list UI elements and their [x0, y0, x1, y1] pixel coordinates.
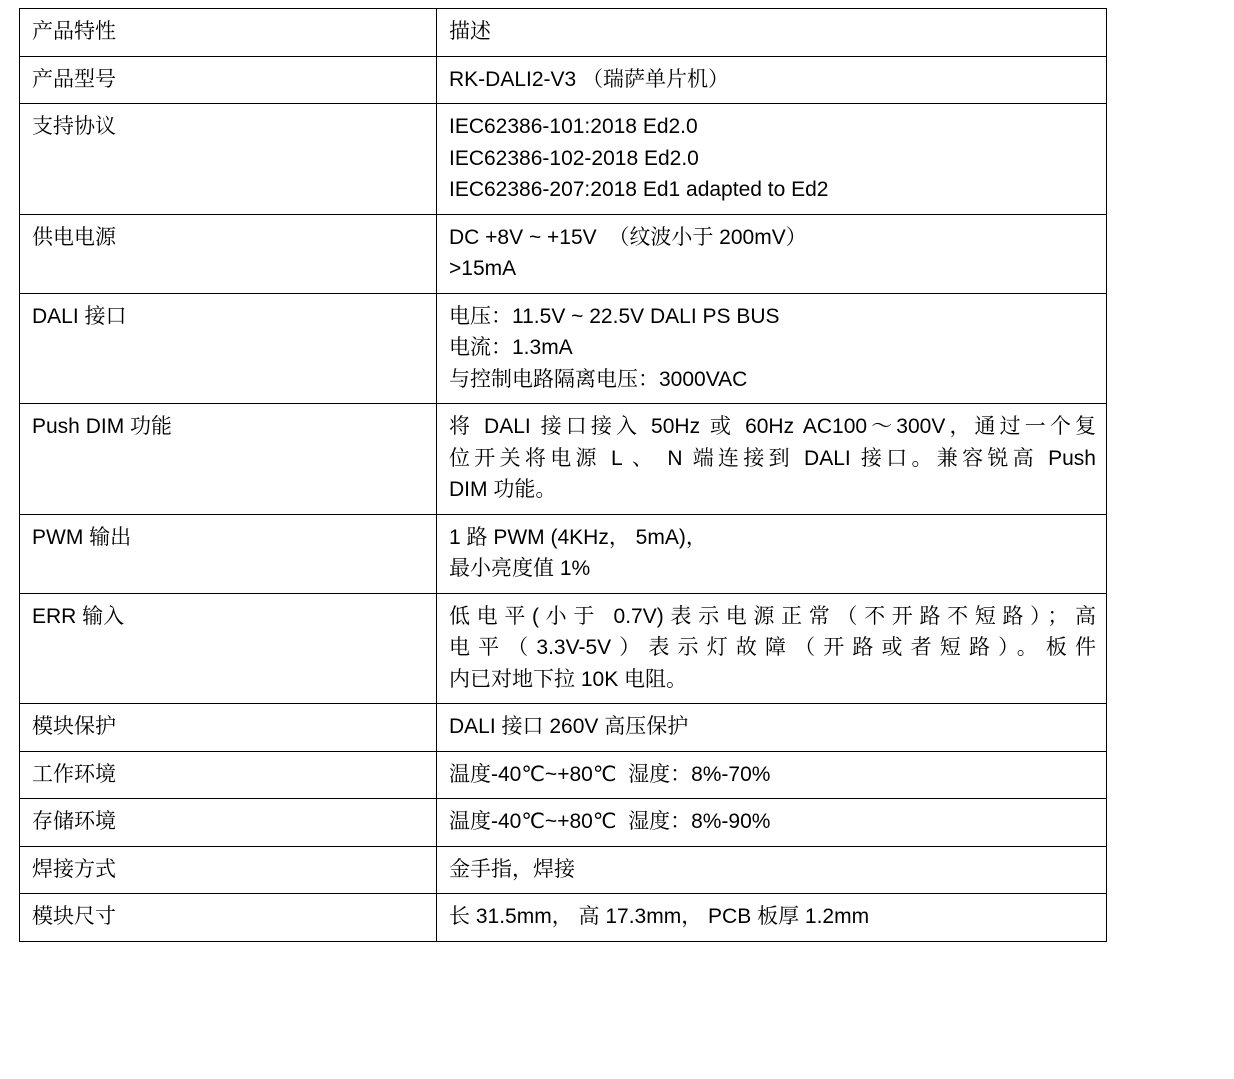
table-row — [20, 56, 1107, 104]
row-label-text: 存储环境 — [32, 810, 116, 833]
row-value-line: IEC62386-102-2018 Ed2.0 — [449, 146, 699, 170]
row-value-module-protection — [437, 704, 1107, 752]
table-row — [20, 404, 1107, 515]
table-header-row — [20, 9, 1107, 57]
row-value-model — [437, 56, 1107, 104]
row-label-text: 支持协议 — [32, 115, 116, 138]
table-row — [20, 799, 1107, 847]
row-value-push-dim — [437, 404, 1107, 515]
row-label-text: 焊接方式 — [32, 857, 116, 881]
column-header-feature — [20, 9, 437, 57]
row-value-soldering-method — [437, 846, 1107, 894]
row-label-pwm-output — [20, 514, 437, 593]
row-value-line: 低电平(小于 0.7V)表示电源正常（不开路不短路）；高 — [449, 604, 1096, 628]
row-value-line: 1 路 PWM (4KHz， 5mA)， — [449, 525, 707, 549]
row-label-text: 模块尺寸 — [32, 905, 116, 928]
row-label-model — [20, 56, 437, 104]
table-row — [20, 894, 1107, 942]
row-value-line: IEC62386-207:2018 Ed1 adapted to Ed2 — [449, 178, 829, 201]
table-row — [20, 293, 1107, 404]
row-value-line: 长 31.5mm， 高 17.3mm， PCB 板厚 1.2mm — [449, 905, 870, 928]
table-row — [20, 751, 1107, 799]
row-label-protocols — [20, 104, 437, 215]
row-value-operating-environment — [437, 751, 1107, 799]
row-label-text: DALI 接口 — [32, 304, 127, 328]
row-value-dali-interface — [437, 293, 1107, 404]
row-label-module-protection — [20, 704, 437, 752]
row-label-text: 供电电源 — [32, 225, 116, 249]
row-value-line: 电流：1.3mA — [449, 336, 573, 359]
row-label-err-input — [20, 593, 437, 704]
row-value-line: 与控制电路隔离电压：3000VAC — [449, 367, 748, 391]
row-label-text: 产品型号 — [32, 67, 116, 91]
row-value-protocols — [437, 104, 1107, 215]
row-value-line: 内已对地下拉 10K 电阻。 — [449, 667, 688, 691]
row-value-line: 温度-40℃~+80℃ 湿度：8%-70% — [449, 762, 771, 786]
row-value-line: DIM 功能。 — [449, 478, 557, 501]
row-value-line: 将 DALI 接口接入 50Hz 或 60Hz AC100～300V，通过一个复 — [449, 415, 1096, 438]
row-value-line: IEC62386-101:2018 Ed2.0 — [449, 115, 698, 138]
row-label-text: ERR 输入 — [32, 604, 125, 628]
row-value-line: 温度-40℃~+80℃ 湿度：8%-90% — [449, 810, 771, 833]
row-label-text: 工作环境 — [32, 762, 116, 786]
row-value-line: 电平（3.3V-5V）表示灯故障（开路或者短路）。板件 — [449, 636, 1096, 659]
table-row — [20, 704, 1107, 752]
table-row — [20, 593, 1107, 704]
row-label-operating-environment — [20, 751, 437, 799]
row-label-text: PWM 输出 — [32, 525, 132, 549]
product-specification-table — [19, 8, 1107, 942]
table-row — [20, 214, 1107, 293]
row-label-text: 模块保护 — [32, 715, 116, 738]
table-row — [20, 514, 1107, 593]
row-value-power-supply — [437, 214, 1107, 293]
row-value-line: RK-DALI2-V3 （瑞萨单片机） — [449, 67, 730, 91]
row-label-module-size — [20, 894, 437, 942]
row-value-module-size — [437, 894, 1107, 942]
column-header-description-text: 描述 — [449, 20, 491, 43]
column-header-feature-text: 产品特性 — [32, 20, 116, 43]
row-label-text: Push DIM 功能 — [32, 415, 173, 438]
row-label-soldering-method — [20, 846, 437, 894]
document-page — [0, 8, 1234, 1079]
row-value-line: 金手指，焊接 — [449, 857, 575, 881]
row-value-pwm-output — [437, 514, 1107, 593]
table-body — [20, 9, 1107, 942]
table-row — [20, 846, 1107, 894]
row-value-err-input — [437, 593, 1107, 704]
row-value-line: DALI 接口 260V 高压保护 — [449, 715, 689, 738]
table-row — [20, 104, 1107, 215]
row-label-dali-interface — [20, 293, 437, 404]
row-label-storage-environment — [20, 799, 437, 847]
column-header-description — [437, 9, 1107, 57]
row-value-line: 最小亮度值 1% — [449, 557, 591, 580]
row-value-storage-environment — [437, 799, 1107, 847]
row-label-power-supply — [20, 214, 437, 293]
row-label-push-dim — [20, 404, 437, 515]
row-value-line: DC +8V ~ +15V （纹波小于 200mV） — [449, 225, 807, 249]
row-value-line: 位开关将电源 L 、 N 端连接到 DALI 接口。兼容锐高 Push — [449, 446, 1096, 470]
row-value-line: >15mA — [449, 257, 517, 280]
row-value-line: 电压：11.5V ~ 22.5V DALI PS BUS — [449, 304, 780, 328]
